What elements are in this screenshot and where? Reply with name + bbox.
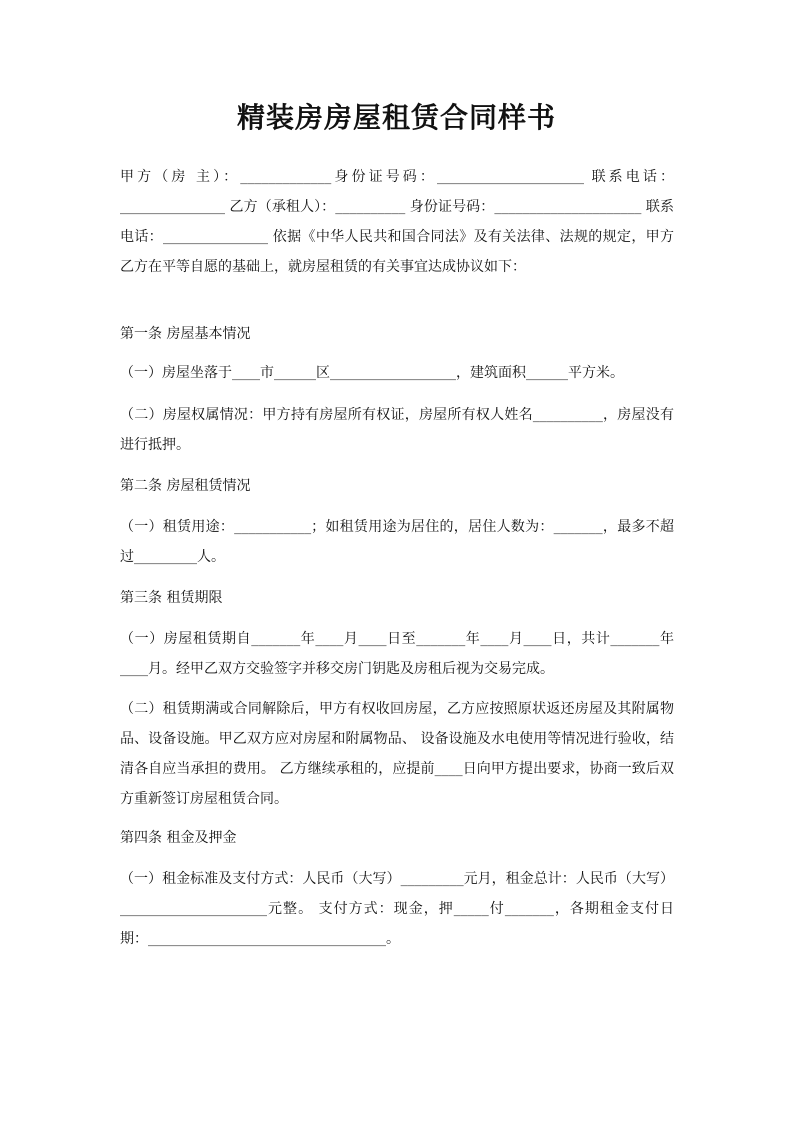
document-title: 精装房房屋租赁合同样书	[236, 101, 556, 134]
article-1-item-1: （一）房屋坐落于____市______区__________________，建筑面积______平方米。	[120, 365, 624, 381]
article-3-item-1: （一）房屋租赁期自_______年____月____日至_______年____月____日，共计_______年____月。经甲乙双方交验签字并移交房门钥匙及房租后视为交易完成。	[120, 631, 674, 677]
article-1-heading: 第一条 房屋基本情况	[120, 326, 251, 342]
article-3-item-2: （二）租赁期满或合同解除后，甲方有权收回房屋，乙方应按照原状返还房屋及其附属物品、设备设施。甲乙双方应对房屋和附属物品、 设备设施及水电使用等情况进行验收，结清各自应当承担的费用。 乙方继续承租的，应提前____日向甲方提出要求，协商一致后双方重新签订房屋租赁合同。	[120, 701, 674, 807]
article-2-heading: 第二条 房屋租赁情况	[120, 478, 251, 494]
article-2-item-1: （一）租赁用途：___________；如租赁用途为居住的，居住人数为：_______，最多不超过_________人。	[120, 519, 674, 565]
intro-paragraph: 甲方（房 主）：_____________身份证号码：_____________________ 联系电话：_______________ 乙方（承租人）：__________ 身份证号码：_____________________ 联系电话：_______________ 依据《中华人民共和国合同法》及有关法律、法规的规定，甲方乙方在平等自愿的基础上，就房屋租赁的有关事宜达成协议如下：	[120, 169, 674, 275]
article-3-heading: 第三条 租赁期限	[120, 590, 223, 606]
article-1-item-2: （二）房屋权属情况：甲方持有房屋所有权证，房屋所有权人姓名__________，房屋没有进行抵押。	[120, 407, 674, 453]
article-4-heading: 第四条 租金及押金	[120, 830, 237, 846]
article-4-item-1: （一）租金标准及支付方式：人民币（大写）_________元月，租金总计：人民币（大写）_____________________元整。 支付方式：现金，押_____付_______，各期租金支付日期：__________________________________。	[120, 871, 674, 947]
